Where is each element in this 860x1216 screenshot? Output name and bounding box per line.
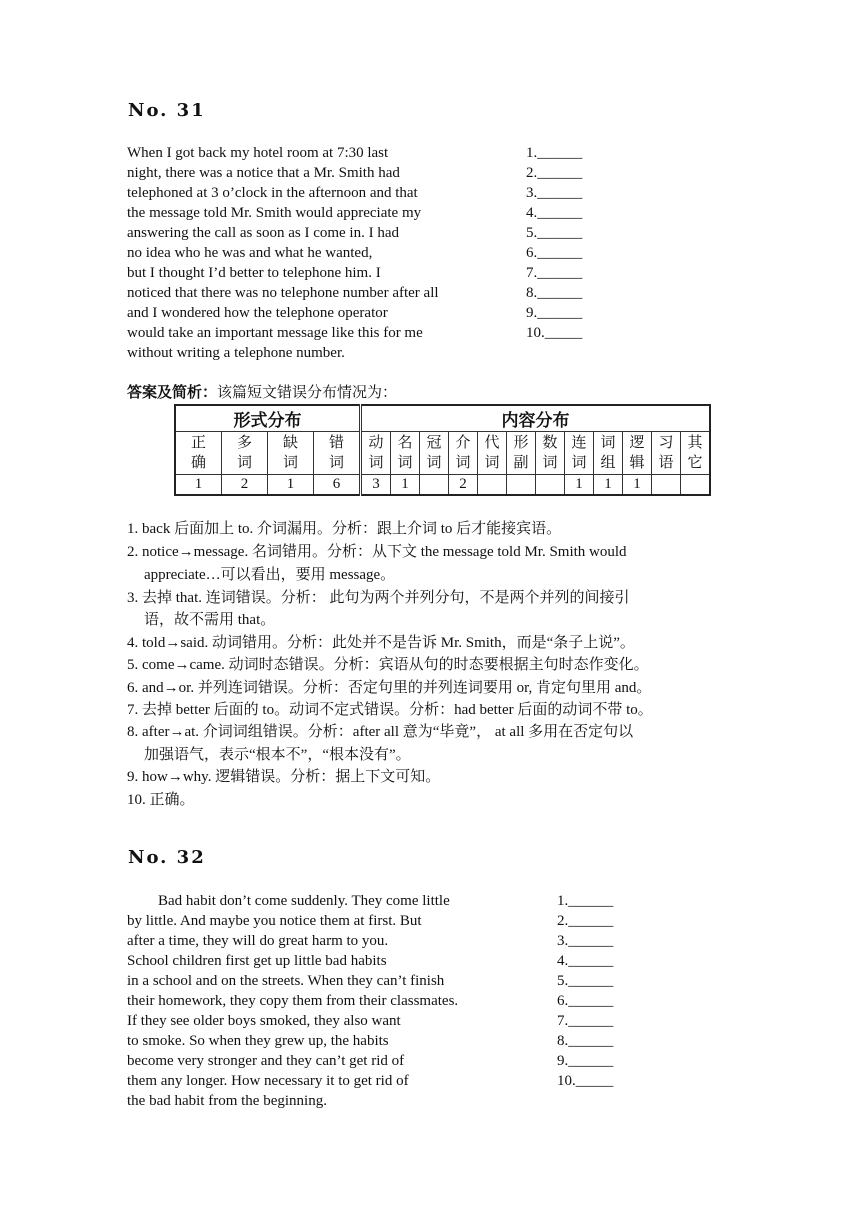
answer-blank[interactable]: 1.______ <box>557 893 614 909</box>
passage-line: but I thought I’d better to telephone him. I <box>127 265 381 281</box>
passage-line: no idea who he was and what he wanted, <box>127 245 373 261</box>
category-cell: 动 词 <box>361 432 391 475</box>
category-cell: 介 词 <box>449 432 478 475</box>
count-row <box>175 475 710 496</box>
passage-line: after a time, they will do great harm to you. <box>127 933 389 949</box>
answer-item: 3. 去掉 that. 连词错误。分析： 此句为两个并列分句，不是两个并列的间接引 <box>127 590 630 606</box>
answer-blank[interactable]: 6.______ <box>557 993 614 1009</box>
count-cell <box>507 475 536 496</box>
category-row <box>175 432 710 475</box>
answer-blank[interactable]: 3.______ <box>526 185 583 201</box>
category-cell: 多 词 <box>222 432 268 475</box>
passage-line: night, there was a notice that a Mr. Smith had <box>127 165 400 181</box>
answer-blank[interactable]: 10._____ <box>526 325 583 341</box>
answer-item: appreciate…可以看出，要用 message。 <box>144 567 396 583</box>
count-cell: 3 <box>361 475 391 496</box>
count-cell <box>478 475 507 496</box>
passage-line: Bad habit don’t come suddenly. They come little <box>158 893 450 909</box>
count-cell: 1 <box>268 475 314 496</box>
answer-item: 1. back 后面加上 to. 介词漏用。分析：跟上介词 to 后才能接宾语。 <box>127 521 562 537</box>
answer-blank[interactable]: 9.______ <box>526 305 583 321</box>
category-cell: 缺 词 <box>268 432 314 475</box>
answer-blank[interactable]: 3.______ <box>557 933 614 949</box>
passage-line: telephoned at 3 o’clock in the afternoon and that <box>127 185 418 201</box>
answer-blank[interactable]: 8.______ <box>526 285 583 301</box>
answer-blank[interactable]: 4.______ <box>557 953 614 969</box>
category-cell: 连 词 <box>565 432 594 475</box>
category-cell: 形 副 <box>507 432 536 475</box>
answer-heading <box>127 383 397 403</box>
answer-blank[interactable]: 10._____ <box>557 1073 614 1089</box>
category-cell: 正 确 <box>175 432 222 475</box>
answer-blank[interactable]: 7.______ <box>526 265 583 281</box>
passage-line: answering the call as soon as I come in. I had <box>127 225 399 241</box>
count-cell: 1 <box>391 475 420 496</box>
answer-item: 7. 去掉 better 后面的 to。动词不定式错误。分析：had better 后面的动词不带 to。 <box>127 702 653 718</box>
count-cell: 1 <box>565 475 594 496</box>
count-cell: 2 <box>449 475 478 496</box>
answer-item: 10. 正确。 <box>127 792 195 808</box>
answer-blank[interactable]: 7.______ <box>557 1013 614 1029</box>
answer-item: 加强语气，表示“根本不”，“根本没有”。 <box>144 747 411 763</box>
answer-item: 语，故不需用 that。 <box>144 612 276 628</box>
category-cell: 错 词 <box>314 432 361 475</box>
count-cell <box>681 475 711 496</box>
count-cell <box>420 475 449 496</box>
count-cell: 1 <box>175 475 222 496</box>
category-cell: 名 词 <box>391 432 420 475</box>
form-distribution-header: 形式分布 <box>175 405 361 432</box>
count-cell: 1 <box>594 475 623 496</box>
category-cell: 其 它 <box>681 432 711 475</box>
category-cell: 词 组 <box>594 432 623 475</box>
passage-line: their homework, they copy them from their classmates. <box>127 993 459 1009</box>
count-cell <box>652 475 681 496</box>
category-cell: 冠 词 <box>420 432 449 475</box>
passage-line: to smoke. So when they grew up, the habits <box>127 1033 389 1049</box>
answer-blank[interactable]: 5.______ <box>557 973 614 989</box>
answer-item: 5. come→came. 动词时态错误。分析：宾语从句的时态要根据主句时态作变化。 <box>127 657 649 673</box>
passage-line: become very stronger and they can’t get rid of <box>127 1053 405 1069</box>
answer-blank[interactable]: 4.______ <box>526 205 583 221</box>
passage-line: them any longer. How necessary it to get rid of <box>127 1073 409 1089</box>
passage-line: and I wondered how the telephone operator <box>127 305 388 321</box>
answer-item: 4. told→said. 动词错用。分析：此处并不是告诉 Mr. Smith，而是“条子上说”。 <box>127 635 635 651</box>
section-31-title: No. 31 <box>128 100 206 121</box>
content-distribution-header: 内容分布 <box>361 405 711 432</box>
category-cell: 代 词 <box>478 432 507 475</box>
count-cell <box>536 475 565 496</box>
answer-blank[interactable]: 6.______ <box>526 245 583 261</box>
passage-line: School children first get up little bad habits <box>127 953 387 969</box>
answer-item: 6. and→or. 并列连词错误。分析：否定句里的并列连词要用 or, 肯定句里用 and。 <box>127 680 652 696</box>
category-cell: 习 语 <box>652 432 681 475</box>
passage-line: the message told Mr. Smith would appreciate my <box>127 205 422 221</box>
passage-line: would take an important message like this for me <box>127 325 423 341</box>
answer-blank[interactable]: 2.______ <box>557 913 614 929</box>
error-distribution-table <box>174 404 711 496</box>
category-cell: 数 词 <box>536 432 565 475</box>
answer-blank[interactable]: 9.______ <box>557 1053 614 1069</box>
answer-item: 9. how→why. 逻辑错误。分析：据上下文可知。 <box>127 769 441 785</box>
passage-line: If they see older boys smoked, they also want <box>127 1013 401 1029</box>
answer-label: 答案及简析： <box>127 385 218 401</box>
answer-item: 2. notice→message. 名词错用。分析：从下文 the message told Mr. Smith would <box>127 544 627 560</box>
answer-blank[interactable]: 1.______ <box>526 145 583 161</box>
passage-line: in a school and on the streets. When they can’t finish <box>127 973 445 989</box>
passage-line: by little. And maybe you notice them at first. But <box>127 913 422 929</box>
count-cell: 6 <box>314 475 361 496</box>
section-32-title: No. 32 <box>128 847 206 868</box>
answer-blank[interactable]: 8.______ <box>557 1033 614 1049</box>
answer-intro: 该篇短文错误分布情况为： <box>217 385 398 401</box>
answer-blank[interactable]: 5.______ <box>526 225 583 241</box>
category-cell: 逻 辑 <box>623 432 652 475</box>
count-cell: 2 <box>222 475 268 496</box>
count-cell: 1 <box>623 475 652 496</box>
passage-line: the bad habit from the beginning. <box>127 1093 327 1109</box>
passage-line: noticed that there was no telephone number after all <box>127 285 439 301</box>
passage-line: without writing a telephone number. <box>127 345 345 361</box>
passage-line: When I got back my hotel room at 7:30 last <box>127 145 389 161</box>
answer-blank[interactable]: 2.______ <box>526 165 583 181</box>
answer-item: 8. after→at. 介词词组错误。分析：after all 意为“毕竟”， at all 多用在否定句以 <box>127 724 634 740</box>
